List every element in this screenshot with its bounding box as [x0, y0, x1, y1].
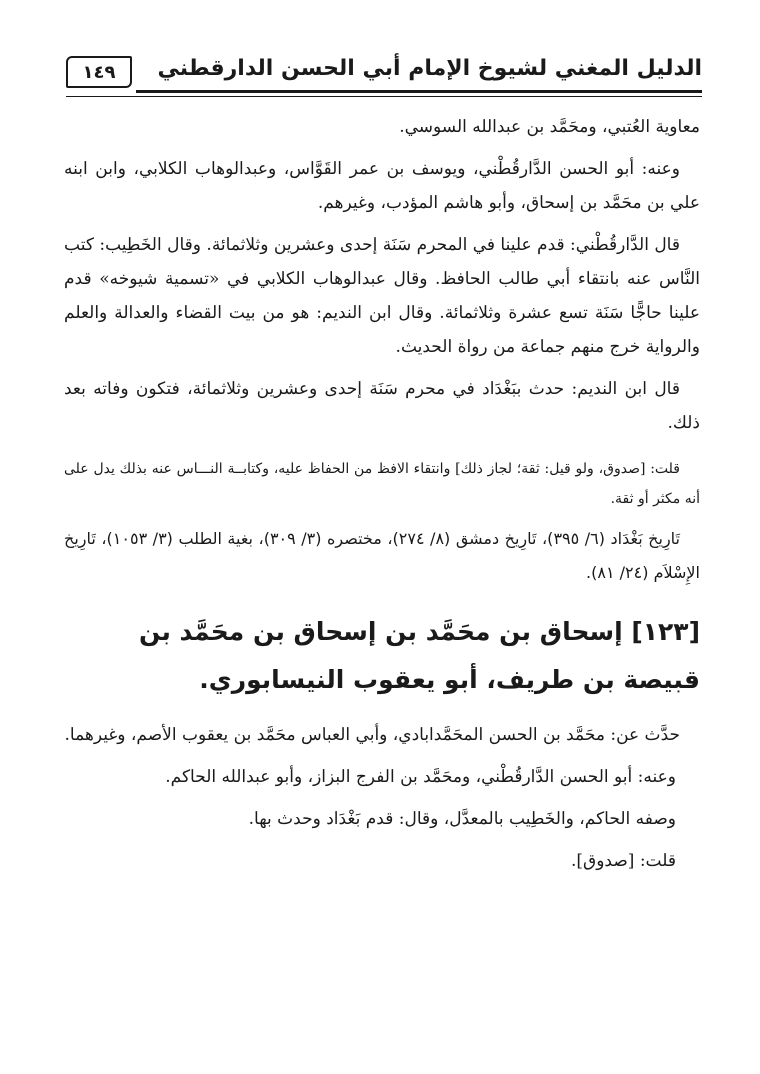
page-number: ١٤٩ [66, 56, 132, 88]
entry-verdict: قلت: [صدوق]. [570, 851, 676, 871]
running-title: الدليل المغني لشيوخ الإمام أبي الحسن الدارقطني [157, 56, 702, 81]
entry-description: وصفه الحاكم، والخَطِيب بالمعدَّل، وقال: قدم بَغْدَاد وحدث بها. [248, 809, 676, 829]
author-note: قلت: [صدوق، ولو قيل: ثقة؛ لجاز ذلك] وانتقاء الافظ من الحفاظ عليه، وكتابــة النـــاس عنه بذلك يدل على أنه مكثر أو ثقة. [64, 461, 700, 507]
page-header [66, 52, 702, 92]
students-paragraph: وعنه: أبو الحسن الدَّارقُطْني، ويوسف بن عمر القَوَّاس، وعبدالوهاب الكلابي، وابن ابنه علي بن محَمَّد بن إسحاق، وأبو هاشم المؤدب، وغيرهم. [64, 159, 700, 213]
header-rule [136, 90, 702, 93]
ibn-nadim-paragraph: قال ابن النديم: حدث ببَغْدَاد في محرم سَنَة إحدى وعشرين وثلاثمائة، فتكون وفاته بعد ذلك. [64, 379, 700, 433]
daraqutni-quote-paragraph: قال الدَّارقُطْني: قدم علينا في المحرم سَنَة إحدى وعشرين وثلاثمائة. وقال الخَطِيب: كتب النَّاس عنه بانتقاء أبي طالب الحافظ. وقال عبدالوهاب الكلابي في «تسمية شيوخه» قدم علينا حاجًّا سَنَة تسع عشرة وثلاثمائة. وقال ابن النديم: هو من بيت القضاء والعدالة والعلم والرواية خرج منهم جماعة من رواة الحديث. [64, 235, 700, 357]
entry-students: وعنه: أبو الحسن الدَّارقُطْني، ومحَمَّد بن الفرج البزاز، وأبو عبدالله الحاكم. [165, 767, 676, 787]
entry-teachers: حدَّث عن: محَمَّد بن الحسن المحَمَّدابادي، وأبي العباس محَمَّد بن يعقوب الأصم، وغيرهما. [64, 725, 680, 745]
sources-paragraph: تَارِيخ بَغْدَاد (٦/ ٣٩٥)، تَارِيخ دمشق (٨/ ٢٧٤)، مختصره (٣/ ٣٠٩)، بغية الطلب (٣/ ١٠٥٣)، تَارِيخ الإِسْلاَم (٢٤/ ٨١). [64, 529, 700, 582]
page-body [64, 110, 700, 886]
continued-line: معاوية العُتبي، ومحَمَّد بن عبدالله السوسي. [399, 117, 700, 137]
entry-title: [١٢٣] إسحاق بن محَمَّد بن إسحاق بن محَمَّد بن قبيصة بن طريف، أبو يعقوب النيسابوري. [138, 617, 700, 694]
header-rule-thin [66, 96, 702, 97]
